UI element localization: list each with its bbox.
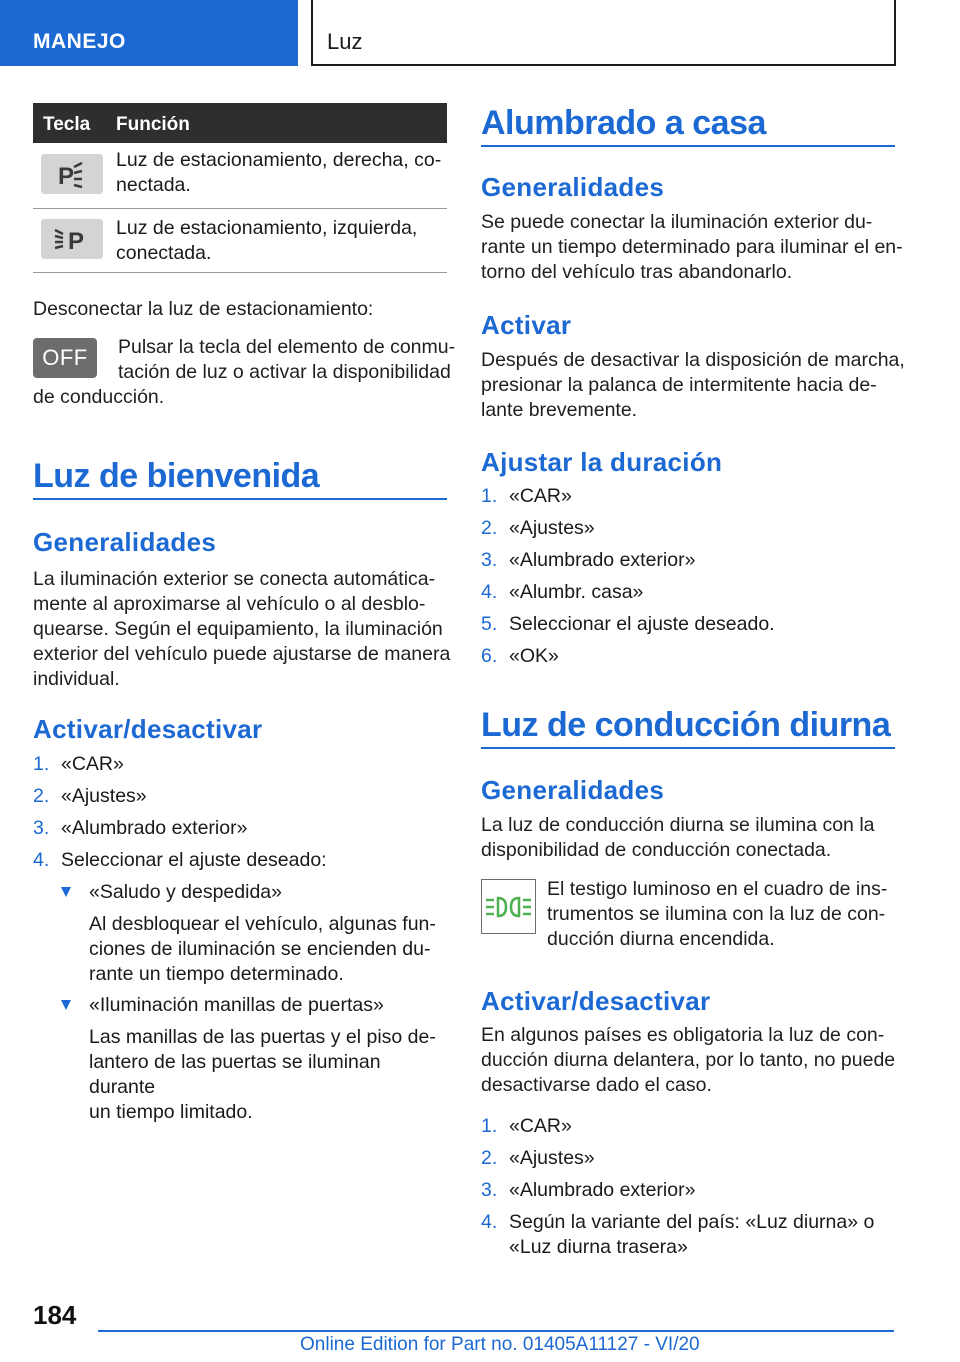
list-item <box>481 516 895 541</box>
list-item <box>33 816 447 841</box>
disconnect-parking-text: Desconectar la luz de estacionamiento: <box>33 298 374 320</box>
duration-steps <box>481 484 895 676</box>
welcome-light-heading: Luz de bienvenida <box>33 457 320 495</box>
header-chapter-label: Luz <box>327 29 363 54</box>
list-item <box>481 1114 895 1139</box>
table-row-text-line: conectada. <box>116 242 212 264</box>
step-text: «CAR» <box>509 1115 572 1137</box>
parking-light-right-icon <box>41 154 103 194</box>
daytime-light-heading: Luz de conducción diurna <box>481 706 891 744</box>
list-item <box>481 644 895 669</box>
right-activate-heading: Activar <box>481 310 572 340</box>
list-item <box>33 752 447 777</box>
list-item <box>481 484 895 509</box>
step-text: «Alumbr. casa» <box>509 581 644 603</box>
step-number: 4. <box>481 1211 498 1233</box>
list-item <box>33 848 447 873</box>
bullet-text-line: Al desbloquear el vehículo, algunas fun- <box>89 913 436 935</box>
paragraph-line: presionar la palanca de intermitente hacia de- <box>481 374 877 396</box>
list-item <box>481 1146 895 1171</box>
heading-rule <box>33 498 447 500</box>
header-section-label: MANEJO <box>33 30 126 53</box>
drl-activate-steps <box>481 1114 895 1267</box>
table-row <box>33 209 447 273</box>
step-text: Seleccionar el ajuste deseado: <box>61 849 327 871</box>
step-number: 2. <box>481 517 498 539</box>
paragraph-line: individual. <box>33 668 120 690</box>
paragraph-line: trumentos se ilumina con la luz de con- <box>547 903 886 925</box>
paragraph-line: torno del vehículo tras abandonarlo. <box>481 261 793 283</box>
left-general-heading: Generalidades <box>33 527 217 557</box>
table-header <box>33 103 447 143</box>
step-number: 3. <box>481 1179 498 1201</box>
step-number: 4. <box>33 849 50 871</box>
bullet-text-line: lantero de las puertas se iluminan durante <box>89 1051 381 1098</box>
step-text: Seleccionar el ajuste deseado. <box>509 613 775 635</box>
step-text: «Alumbrado exterior» <box>509 1179 696 1201</box>
bullet-item <box>89 993 447 1125</box>
paragraph-line: La iluminación exterior se conecta automática- <box>33 568 436 590</box>
bullet-title: «Saludo y despedida» <box>89 881 282 903</box>
step-text: «Ajustes» <box>509 517 595 539</box>
paragraph-line: exterior del vehículo puede ajustarse de manera <box>33 643 451 665</box>
step-number: 2. <box>33 785 50 807</box>
paragraph-line: quearse. Según el equipamiento, la iluminación <box>33 618 443 640</box>
header-section-tab <box>0 0 298 66</box>
table-header-key: Tecla <box>43 114 91 135</box>
heading-rule <box>481 747 895 749</box>
paragraph-line: Se puede conectar la iluminación exterior du- <box>481 211 873 233</box>
paragraph-line: La luz de conducción diurna se ilumina con la <box>481 814 875 836</box>
step-text: «Ajustes» <box>61 785 147 807</box>
duration-heading: Ajustar la duración <box>481 447 723 477</box>
off-key-icon: OFF <box>33 338 97 378</box>
step-number: 1. <box>33 753 50 775</box>
paragraph-line: disponibilidad de conducción conectada. <box>481 839 832 861</box>
drl-general-paragraph <box>481 813 875 863</box>
edition-text: Online Edition for Part no. 01405A11127 - VI/20 <box>300 1334 700 1355</box>
step-text: «Luz diurna trasera» <box>509 1236 688 1258</box>
paragraph-line: El testigo luminoso en el cuadro de ins- <box>547 878 888 900</box>
paragraph-line: desactivarse dado el caso. <box>481 1074 712 1096</box>
step-text: «OK» <box>509 645 559 667</box>
header-chapter-box <box>311 0 896 66</box>
left-activate-steps <box>33 752 447 880</box>
off-instruction-line: tación de luz o activar la disponibilidad <box>118 361 451 383</box>
paragraph-line: ducción diurna delantera, por lo tanto, no puede <box>481 1049 896 1071</box>
list-item <box>481 612 895 637</box>
list-item <box>33 784 447 809</box>
left-general-paragraph <box>33 567 450 692</box>
paragraph-line: rante un tiempo determinado para iluminar el en- <box>481 236 903 258</box>
parking-light-left-icon <box>41 219 103 259</box>
list-item <box>481 548 895 573</box>
left-activate-heading: Activar/desactivar <box>33 714 263 744</box>
key-function-table <box>33 103 447 273</box>
list-item <box>481 1210 895 1260</box>
step-text: Según la variante del país: «Luz diurna» o <box>509 1211 875 1233</box>
paragraph-line: mente al aproximarse al vehículo o al desblo- <box>33 593 426 615</box>
list-item <box>481 580 895 605</box>
step-number: 3. <box>33 817 50 839</box>
step-number: 1. <box>481 1115 498 1137</box>
bullet-text-line: ciones de iluminación se encienden du- <box>89 938 431 960</box>
step-text: «Ajustes» <box>509 1147 595 1169</box>
table-header-function: Función <box>116 114 190 135</box>
right-activate-paragraph <box>481 348 905 423</box>
step-text: «CAR» <box>509 485 572 507</box>
table-row <box>33 143 447 209</box>
right-general-heading: Generalidades <box>481 172 665 202</box>
drl-activate-heading: Activar/desactivar <box>481 986 711 1016</box>
triangle-bullet-icon <box>61 1000 71 1010</box>
paragraph-line: lante brevemente. <box>481 399 638 421</box>
footer-rule <box>98 1330 894 1332</box>
bullet-item <box>89 880 447 987</box>
bullet-text-line: Las manillas de las puertas y el piso de- <box>89 1026 436 1048</box>
svg-text:P: P <box>68 228 85 255</box>
triangle-bullet-icon <box>61 887 71 897</box>
off-instruction-line: Pulsar la tecla del elemento de conmu- <box>118 336 456 358</box>
heading-rule <box>481 145 895 147</box>
paragraph-line: Después de desactivar la disposición de marcha, <box>481 349 905 371</box>
bullet-text-line: rante un tiempo determinado. <box>89 963 344 985</box>
paragraph-line: ducción diurna encendida. <box>547 928 775 950</box>
list-item <box>481 1178 895 1203</box>
drl-activate-paragraph <box>481 1023 895 1098</box>
step-number: 6. <box>481 645 498 667</box>
drl-icon-paragraph <box>547 877 895 952</box>
step-text: «CAR» <box>61 753 124 775</box>
home-light-heading: Alumbrado a casa <box>481 104 766 142</box>
table-row-text-line: Luz de estacionamiento, izquierda, <box>116 217 418 239</box>
page-number: 184 <box>33 1300 77 1330</box>
bullet-title: «Iluminación manillas de puertas» <box>89 994 384 1016</box>
step-number: 5. <box>481 613 498 635</box>
step-number: 4. <box>481 581 498 603</box>
step-number: 1. <box>481 485 498 507</box>
step-text: «Alumbrado exterior» <box>509 549 696 571</box>
off-instruction-line: de conducción. <box>33 386 165 408</box>
paragraph-line: En algunos países es obligatoria la luz de con- <box>481 1024 885 1046</box>
drl-general-heading: Generalidades <box>481 775 665 805</box>
step-number: 3. <box>481 549 498 571</box>
step-number: 2. <box>481 1147 498 1169</box>
table-row-text-line: Luz de estacionamiento, derecha, co- <box>116 149 442 171</box>
step-text: «Alumbrado exterior» <box>61 817 248 839</box>
svg-text:P: P <box>58 163 75 190</box>
table-row-text-line: nectada. <box>116 174 191 196</box>
bullet-text-line: un tiempo limitado. <box>89 1101 253 1123</box>
right-general-paragraph <box>481 210 903 285</box>
daytime-running-light-icon <box>481 879 536 934</box>
